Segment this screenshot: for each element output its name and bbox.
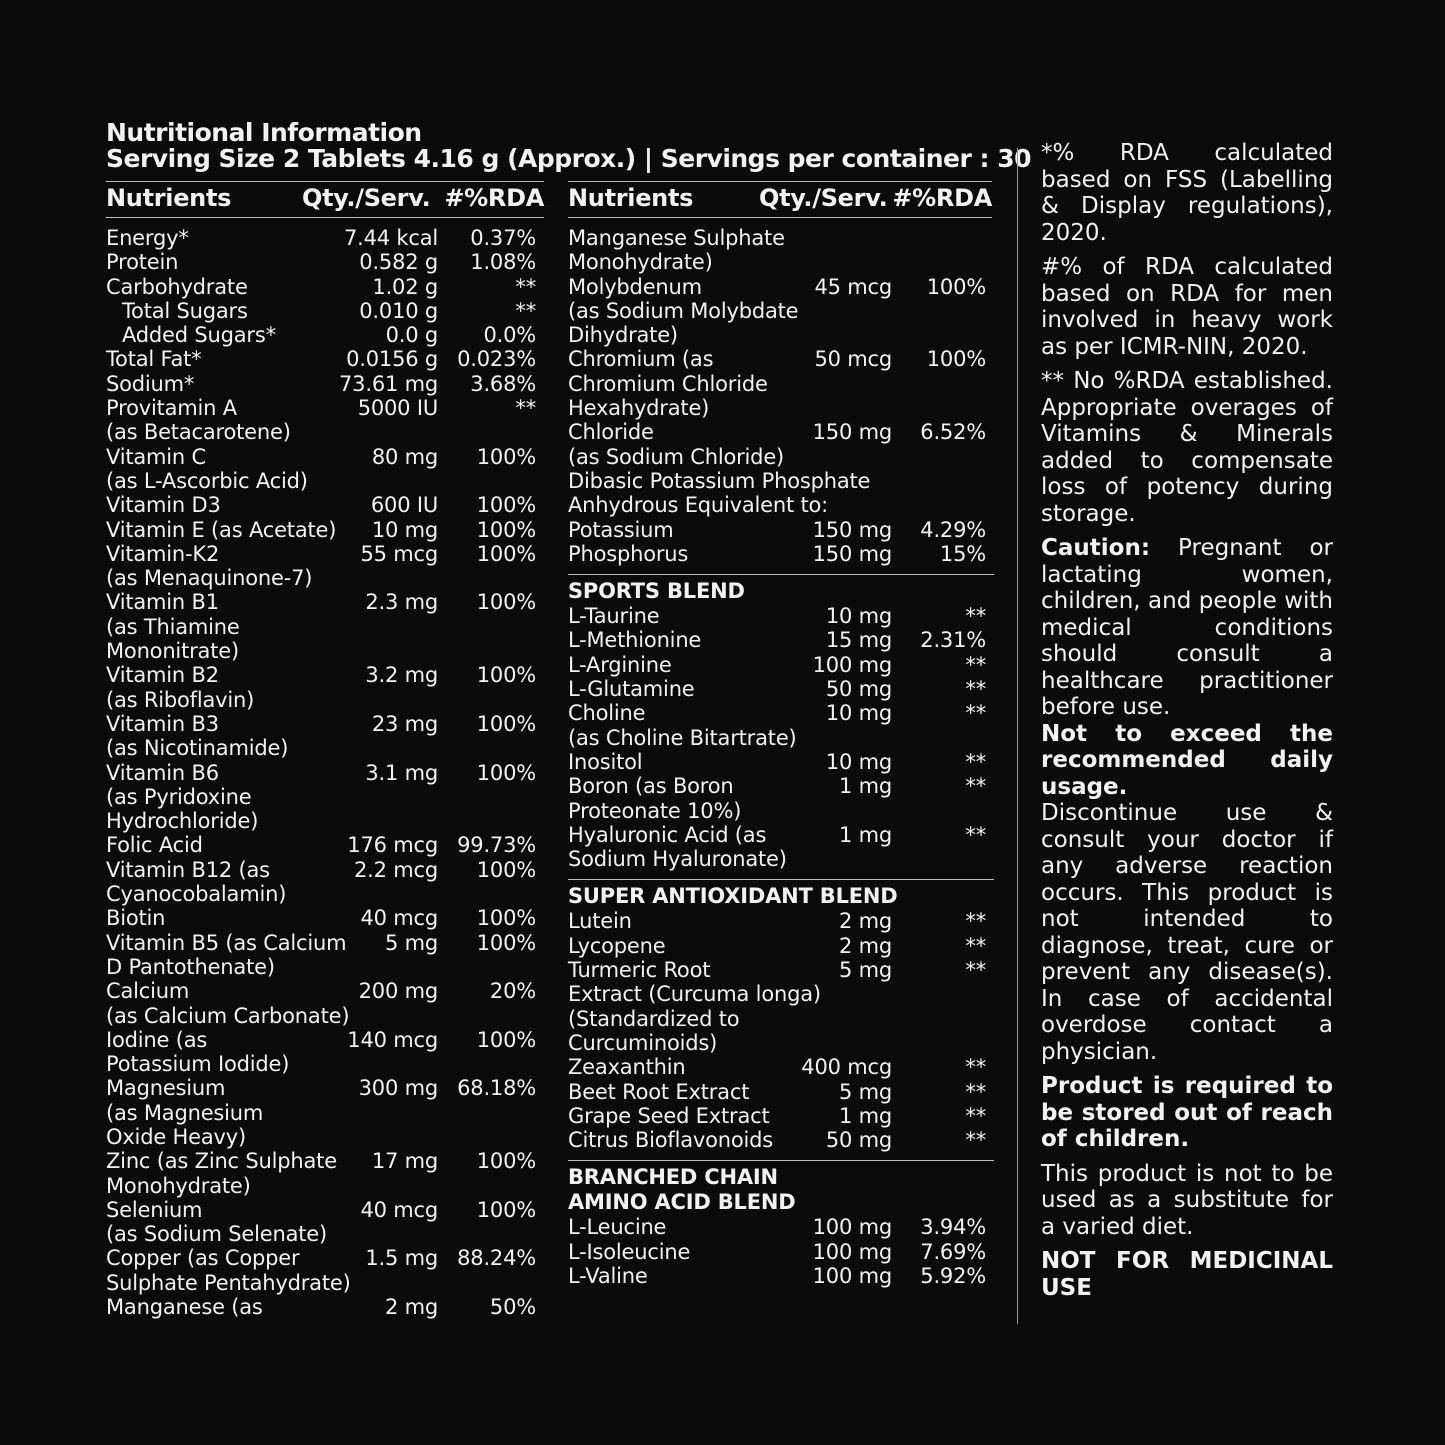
nutrient-name: Lutein bbox=[568, 909, 632, 934]
nutrient-name: Total Fat* bbox=[106, 347, 202, 372]
nutrient-row bbox=[568, 1215, 994, 1239]
nutrient-rda: ** bbox=[965, 933, 986, 958]
header-top-rule bbox=[106, 181, 544, 182]
panel-title: Nutritional Information bbox=[106, 118, 422, 147]
nutrient-rda: 3.94% bbox=[920, 1215, 986, 1240]
nutrient-name: L-Isoleucine bbox=[568, 1239, 691, 1264]
header-qty: Qty./Serv. bbox=[302, 184, 431, 212]
nutrient-row bbox=[106, 275, 536, 299]
nutrient-row bbox=[106, 372, 536, 396]
serving-size-line: Serving Size 2 Tablets 4.16 g (Approx.) | Servings per container : 30 bbox=[106, 144, 1032, 173]
nutrient-name: Choline (as Choline Bitartrate) bbox=[568, 701, 797, 750]
nutrient-name: Biotin bbox=[106, 906, 166, 931]
nutrient-rda: 100% bbox=[476, 590, 536, 615]
nutrient-rda: 6.52% bbox=[920, 420, 986, 445]
header-bottom-rule bbox=[106, 217, 544, 218]
nutrient-rda: ** bbox=[515, 298, 536, 323]
nutrient-row bbox=[106, 590, 536, 663]
nutrient-rda: 20% bbox=[489, 979, 536, 1004]
nutrient-rda: 100% bbox=[476, 1027, 536, 1052]
nutrient-rda: 68.18% bbox=[457, 1076, 536, 1101]
caution-text: Pregnant or lactating women, children, and people with medical conditions should consult a healthcare practitioner before use. bbox=[1041, 535, 1333, 720]
nutrient-qty: 600 IU bbox=[370, 493, 438, 518]
nutrient-qty: 100 mg bbox=[812, 1215, 892, 1240]
nutrient-qty: 0.0156 g bbox=[346, 347, 438, 372]
nutrient-row bbox=[568, 701, 994, 750]
nutrient-qty: 100 mg bbox=[812, 1263, 892, 1288]
nutrient-qty: 2.3 mg bbox=[365, 590, 438, 615]
nutrient-rda: ** bbox=[965, 749, 986, 774]
nutrient-row bbox=[568, 469, 994, 518]
nutrient-qty: 0.0 g bbox=[385, 323, 438, 348]
nutrient-name: Energy* bbox=[106, 226, 189, 250]
header-top-rule-mid bbox=[568, 181, 992, 182]
nutrient-qty: 2 mg bbox=[384, 1295, 438, 1320]
nutrient-rda: ** bbox=[965, 1128, 986, 1153]
nutrient-name: Sodium* bbox=[106, 371, 195, 396]
rda-icmr-note: #% of RDA calculated based on RDA for men involved in heavy work as per ICMR-NIN, 2020. bbox=[1041, 254, 1333, 360]
nutrient-name: Phosphorus bbox=[568, 541, 689, 566]
not-exceed-note bbox=[1041, 721, 1333, 801]
nutrient-qty: 0.010 g bbox=[359, 298, 438, 323]
nutrient-name: Manganese Sulphate Monohydrate) bbox=[568, 226, 785, 275]
notes-divider bbox=[1017, 148, 1018, 1324]
nutrient-qty: 3.2 mg bbox=[365, 663, 438, 688]
left-nutrient-list bbox=[106, 226, 536, 1319]
nutrient-qty: 15 mg bbox=[825, 628, 892, 653]
nutrient-name: Citrus Bioflavonoids bbox=[568, 1128, 774, 1153]
nutrient-rda: 100% bbox=[476, 857, 536, 882]
nutrient-rda: 100% bbox=[926, 274, 986, 299]
nutrient-name: Zeaxanthin bbox=[568, 1055, 686, 1080]
nutrient-rda: ** bbox=[965, 604, 986, 629]
nutrient-row bbox=[106, 906, 536, 930]
nutrient-rda: ** bbox=[965, 1103, 986, 1128]
nutrient-qty: 10 mg bbox=[825, 701, 892, 726]
nutrient-rda: 100% bbox=[476, 760, 536, 785]
nutrient-row bbox=[568, 347, 994, 420]
nutrient-qty: 10 mg bbox=[825, 749, 892, 774]
nutrient-name: Vitamin B12 (as Cyanocobalamin) bbox=[106, 857, 287, 907]
notes-column bbox=[1041, 140, 1333, 1309]
nutrient-rda: ** bbox=[965, 1079, 986, 1104]
nutrient-rda: ** bbox=[965, 774, 986, 799]
nutrient-row bbox=[568, 1080, 994, 1104]
nutrient-name: Calcium (as Calcium Carbonate) bbox=[106, 979, 350, 1028]
nutrient-name: L-Arginine bbox=[568, 652, 672, 677]
nutrient-rda: 100% bbox=[926, 347, 986, 372]
nutrient-rda: 0.0% bbox=[483, 323, 536, 348]
nutrient-rda: ** bbox=[965, 1055, 986, 1080]
nutrient-name: Boron (as Boron Proteonate 10%) bbox=[568, 774, 742, 823]
nutrient-qty: 100 mg bbox=[812, 1239, 892, 1264]
storage-text: Product is required to be stored out of reach of children. bbox=[1041, 1073, 1333, 1152]
nutrient-row bbox=[568, 1055, 994, 1079]
nutrient-row bbox=[106, 931, 536, 980]
nutrient-row bbox=[106, 493, 536, 517]
nutrient-name: Folic Acid bbox=[106, 833, 203, 858]
nutrient-rda: 7.69% bbox=[920, 1239, 986, 1264]
mid-column-header bbox=[568, 183, 992, 213]
nutrient-row bbox=[568, 1128, 994, 1152]
nutrient-qty: 150 mg bbox=[812, 420, 892, 445]
nutrient-rda: 100% bbox=[476, 1149, 536, 1174]
nutrient-rda: ** bbox=[965, 958, 986, 983]
not-medicinal-text: NOT FOR MEDICINAL USE bbox=[1041, 1248, 1333, 1301]
nutrient-rda: 100% bbox=[476, 493, 536, 518]
sports-blend-rows bbox=[568, 604, 994, 871]
nutrient-qty: 40 mcg bbox=[360, 906, 438, 931]
nutrient-name: Protein bbox=[106, 250, 179, 275]
nutrient-row bbox=[106, 445, 536, 494]
nutrient-row bbox=[106, 979, 536, 1028]
header-bottom-rule-mid bbox=[568, 217, 992, 218]
nutrient-name: Grape Seed Extract bbox=[568, 1103, 770, 1128]
nutrient-name: Magnesium (as Magnesium Oxide Heavy) bbox=[106, 1076, 264, 1149]
nutrient-rda: 15% bbox=[939, 541, 986, 566]
nutrient-name: Added Sugars* bbox=[122, 323, 276, 348]
bcaa-blend-title: BRANCHED CHAIN AMINO ACID BLEND bbox=[568, 1165, 796, 1215]
nutrient-name: Dibasic Potassium Phosphate Anhydrous Equivalent to: bbox=[568, 468, 871, 518]
nutrient-qty: 150 mg bbox=[812, 541, 892, 566]
nutrient-row bbox=[106, 1028, 536, 1077]
nutrient-rda: ** bbox=[515, 396, 536, 421]
header-rda: #%RDA bbox=[444, 184, 544, 212]
header-qty: Qty./Serv. bbox=[759, 184, 888, 212]
nutrient-name: Vitamin-K2 (as Menaquinone-7) bbox=[106, 541, 313, 591]
nutrient-rda: ** bbox=[965, 677, 986, 702]
nutrient-name: Potassium bbox=[568, 517, 674, 542]
not-exceed-text: Not to exceed the recommended daily usage. bbox=[1041, 720, 1333, 800]
nutrient-name: L-Glutamine bbox=[568, 677, 695, 702]
nutrient-rda: 50% bbox=[489, 1295, 536, 1320]
nutrient-row bbox=[568, 1104, 994, 1128]
nutrient-qty: 140 mcg bbox=[347, 1027, 438, 1052]
nutrient-row bbox=[106, 663, 536, 712]
nutrient-rda: 0.023% bbox=[457, 347, 536, 372]
nutrient-rda: 5.92% bbox=[920, 1263, 986, 1288]
nutrient-row bbox=[568, 653, 994, 677]
nutrient-row bbox=[568, 420, 994, 469]
nutrient-row bbox=[106, 323, 536, 347]
nutrient-qty: 7.44 kcal bbox=[343, 226, 438, 250]
nutrient-name: Vitamin D3 bbox=[106, 493, 221, 518]
nutrient-rda: 99.73% bbox=[457, 833, 536, 858]
nutrient-row bbox=[568, 823, 994, 872]
header-nutrients: Nutrients bbox=[568, 184, 694, 212]
nutrient-name: Selenium (as Sodium Selenate) bbox=[106, 1197, 327, 1247]
nutrient-name: Vitamin B2 (as Riboflavin) bbox=[106, 663, 255, 712]
nutrient-rda: ** bbox=[965, 822, 986, 847]
sports-blend-section bbox=[568, 574, 994, 871]
nutrient-row bbox=[106, 858, 536, 907]
nutrient-row bbox=[568, 1240, 994, 1264]
caution-note bbox=[1041, 535, 1333, 721]
nutrient-rda: ** bbox=[965, 701, 986, 726]
nutrient-qty: 50 mcg bbox=[814, 347, 892, 372]
nutrient-row bbox=[106, 518, 536, 542]
nutrient-row bbox=[568, 774, 994, 823]
sports-blend-title: SPORTS BLEND bbox=[568, 579, 745, 604]
nutrient-row bbox=[568, 542, 994, 566]
nutrient-qty: 1.5 mg bbox=[365, 1246, 438, 1271]
nutrient-name: Chromium (as Chromium Chloride Hexahydrate) bbox=[568, 347, 768, 421]
nutrient-rda: 2.31% bbox=[920, 628, 986, 653]
nutrient-row bbox=[106, 833, 536, 857]
nutrient-name: Inositol bbox=[568, 749, 643, 774]
nutrient-rda: 100% bbox=[476, 444, 536, 469]
nutrient-qty: 10 mg bbox=[825, 604, 892, 629]
nutrient-rda: 100% bbox=[476, 906, 536, 931]
nutrient-qty: 2.2 mcg bbox=[353, 857, 438, 882]
no-rda-note: ** No %RDA established. Appropriate overages of Vitamins & Minerals added to compensate loss of potency during storage. bbox=[1041, 368, 1333, 527]
nutrient-qty: 17 mg bbox=[371, 1149, 438, 1174]
nutrient-row bbox=[568, 958, 994, 1055]
nutrient-qty: 300 mg bbox=[358, 1076, 438, 1101]
nutrient-name: L-Leucine bbox=[568, 1215, 667, 1240]
mineral-rows bbox=[568, 226, 994, 566]
nutrient-rda: ** bbox=[515, 274, 536, 299]
nutrient-rda: 1.08% bbox=[470, 250, 536, 275]
nutrient-name: Vitamin B3 (as Nicotinamide) bbox=[106, 711, 289, 761]
nutrient-rda: 0.37% bbox=[470, 226, 536, 250]
nutrient-name: L-Taurine bbox=[568, 604, 660, 629]
nutrient-qty: 5000 IU bbox=[357, 396, 438, 421]
nutrient-name: Beet Root Extract bbox=[568, 1079, 750, 1104]
nutrient-name: Provitamin A (as Betacarotene) bbox=[106, 396, 291, 445]
antioxidant-blend-section bbox=[568, 879, 994, 1152]
nutrient-row bbox=[106, 250, 536, 274]
nutrient-row bbox=[568, 677, 994, 701]
nutrient-qty: 23 mg bbox=[371, 711, 438, 736]
mid-nutrient-list bbox=[568, 226, 994, 1288]
nutrient-qty: 0.582 g bbox=[359, 250, 438, 275]
nutrient-qty: 5 mg bbox=[384, 930, 438, 955]
nutrient-qty: 1 mg bbox=[838, 774, 892, 799]
nutrient-qty: 73.61 mg bbox=[339, 371, 438, 396]
nutrient-name: Vitamin E (as Acetate) bbox=[106, 517, 337, 542]
nutrient-name: L-Valine bbox=[568, 1263, 648, 1288]
nutrient-name: Carbohydrate bbox=[106, 274, 248, 299]
nutrient-qty: 5 mg bbox=[838, 1079, 892, 1104]
nutrient-name: Vitamin B6 (as Pyridoxine Hydrochloride) bbox=[106, 760, 259, 834]
nutrient-qty: 2 mg bbox=[838, 909, 892, 934]
nutrient-rda: 100% bbox=[476, 541, 536, 566]
nutrient-qty: 1.02 g bbox=[372, 274, 438, 299]
nutrient-row bbox=[568, 1264, 994, 1288]
caution-label: Caution: bbox=[1041, 535, 1151, 561]
nutrient-rda: 100% bbox=[476, 517, 536, 542]
nutrient-row bbox=[568, 628, 994, 652]
nutrient-rda: 100% bbox=[476, 1197, 536, 1222]
nutrient-row bbox=[568, 275, 994, 348]
nutrient-row bbox=[106, 542, 536, 591]
nutrient-row bbox=[106, 347, 536, 371]
nutrient-name: Zinc (as Zinc Sulphate Monohydrate) bbox=[106, 1149, 337, 1198]
nutrient-rda: 4.29% bbox=[920, 517, 986, 542]
nutrient-name: Turmeric Root Extract (Curcuma longa) (Standardized to Curcuminoids) bbox=[568, 958, 821, 1055]
nutrient-qty: 80 mg bbox=[371, 444, 438, 469]
nutrient-name: Total Sugars bbox=[122, 298, 248, 323]
nutrient-row bbox=[106, 1295, 536, 1319]
nutrient-row bbox=[568, 518, 994, 542]
nutrient-row bbox=[106, 1149, 536, 1198]
nutrient-row bbox=[568, 226, 994, 275]
nutrient-rda: 3.68% bbox=[470, 371, 536, 396]
nutrient-qty: 55 mcg bbox=[360, 541, 438, 566]
nutrient-qty: 45 mcg bbox=[814, 274, 892, 299]
nutrient-row bbox=[106, 1198, 536, 1247]
nutrient-rda: 100% bbox=[476, 711, 536, 736]
nutrient-rda: 100% bbox=[476, 663, 536, 688]
nutrient-rda: 88.24% bbox=[457, 1246, 536, 1271]
nutrient-row bbox=[568, 750, 994, 774]
nutrient-qty: 40 mcg bbox=[360, 1197, 438, 1222]
nutrient-name: Molybdenum (as Sodium Molybdate Dihydrate) bbox=[568, 274, 799, 348]
substitute-note: This product is not to be used as a substitute for a varied diet. bbox=[1041, 1160, 1333, 1240]
nutrient-qty: 5 mg bbox=[838, 958, 892, 983]
discontinue-note: Discontinue use & consult your doctor if any adverse reaction occurs. This product is not intended to diagnose, treat, cure or prevent any disease(s). In case of accidental overdose contact a physician. bbox=[1041, 800, 1333, 1065]
nutrient-name: Manganese (as bbox=[106, 1295, 263, 1320]
nutrient-qty: 400 mcg bbox=[801, 1055, 892, 1080]
nutrient-qty: 2 mg bbox=[838, 933, 892, 958]
nutrient-name: Hyaluronic Acid (as Sodium Hyaluronate) bbox=[568, 822, 787, 872]
nutrient-qty: 150 mg bbox=[812, 517, 892, 542]
nutrient-row bbox=[568, 604, 994, 628]
nutrient-row bbox=[106, 299, 536, 323]
bcaa-blend-rows bbox=[568, 1215, 994, 1288]
antioxidant-blend-rows bbox=[568, 909, 994, 1152]
nutrient-row bbox=[106, 1246, 536, 1295]
nutrient-qty: 3.1 mg bbox=[365, 760, 438, 785]
nutrient-row bbox=[106, 226, 536, 250]
nutrient-rda: ** bbox=[965, 909, 986, 934]
nutrient-rda: 100% bbox=[476, 930, 536, 955]
nutrient-row bbox=[106, 761, 536, 834]
antioxidant-blend-title: SUPER ANTIOXIDANT BLEND bbox=[568, 884, 898, 909]
nutrient-name: Iodine (as Potassium Iodide) bbox=[106, 1027, 290, 1077]
bcaa-blend-section bbox=[568, 1160, 994, 1288]
nutrient-row bbox=[106, 712, 536, 761]
nutrient-rda: ** bbox=[965, 652, 986, 677]
rda-basis-note: *% RDA calculated based on FSS (Labelling & Display regulations), 2020. bbox=[1041, 140, 1333, 246]
nutrient-qty: 10 mg bbox=[371, 517, 438, 542]
nutrient-name: Vitamin B5 (as Calcium D Pantothenate) bbox=[106, 930, 347, 979]
nutrient-row bbox=[568, 909, 994, 933]
nutrient-qty: 50 mg bbox=[825, 1128, 892, 1153]
nutrient-qty: 200 mg bbox=[358, 979, 438, 1004]
storage-note bbox=[1041, 1073, 1333, 1153]
header-rda: #%RDA bbox=[892, 184, 992, 212]
nutrient-name: Copper (as Copper Sulphate Pentahydrate) bbox=[106, 1246, 351, 1295]
nutrient-name: Vitamin C (as L-Ascorbic Acid) bbox=[106, 444, 308, 493]
nutrient-row bbox=[106, 396, 536, 445]
nutrient-row bbox=[106, 1076, 536, 1149]
nutrient-qty: 1 mg bbox=[838, 1103, 892, 1128]
nutrient-name: Chloride (as Sodium Chloride) bbox=[568, 420, 785, 469]
not-medicinal-note bbox=[1041, 1248, 1333, 1301]
nutrient-qty: 50 mg bbox=[825, 677, 892, 702]
nutrient-name: L-Methionine bbox=[568, 628, 702, 653]
nutrient-name: Vitamin B1 (as Thiamine Mononitrate) bbox=[106, 590, 240, 664]
nutrient-qty: 100 mg bbox=[812, 652, 892, 677]
nutrient-qty: 1 mg bbox=[838, 822, 892, 847]
nutrient-row bbox=[568, 934, 994, 958]
header-nutrients: Nutrients bbox=[106, 184, 232, 212]
nutrient-qty: 176 mcg bbox=[347, 833, 438, 858]
nutrient-name: Lycopene bbox=[568, 933, 666, 958]
left-column-header bbox=[106, 183, 544, 213]
